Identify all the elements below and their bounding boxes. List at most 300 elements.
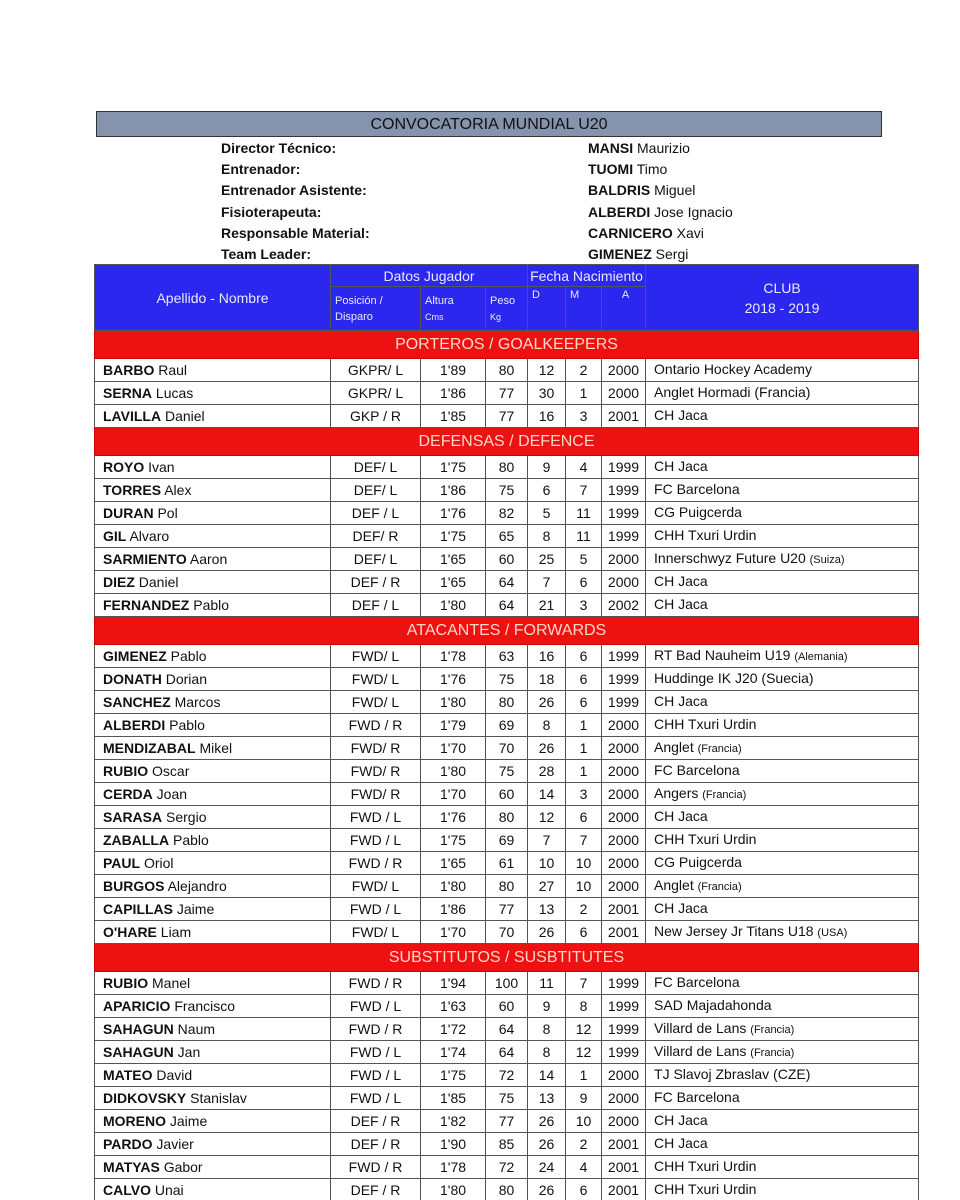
staff-surname: CARNICERO <box>588 224 673 241</box>
birth-month: 12 <box>566 1041 602 1064</box>
birth-day: 28 <box>528 760 566 783</box>
header-height <box>421 287 486 331</box>
player-first-name: Javier <box>156 1136 194 1152</box>
player-position: FWD / R <box>331 714 421 737</box>
birth-month: 6 <box>566 571 602 594</box>
player-club <box>646 359 919 382</box>
player-club <box>646 1064 919 1087</box>
player-height: 1'72 <box>421 1018 486 1041</box>
club-name: Angers <box>654 785 699 801</box>
club-name: CH Jaca <box>654 596 708 612</box>
player-first-name: Daniel <box>164 408 205 424</box>
header-season: 2018 - 2019 <box>744 299 820 316</box>
birth-year: 1999 <box>602 691 646 714</box>
header-year: A <box>602 287 646 331</box>
player-row <box>95 594 919 617</box>
player-weight: 75 <box>486 760 528 783</box>
player-name <box>95 594 331 617</box>
birth-month: 3 <box>566 594 602 617</box>
player-first-name: Daniel <box>138 574 179 590</box>
player-club <box>646 1018 919 1041</box>
player-name <box>95 571 331 594</box>
player-height: 1'75 <box>421 525 486 548</box>
birth-year: 2000 <box>602 1087 646 1110</box>
roster-body <box>95 331 919 1200</box>
staff-row <box>0 159 960 180</box>
player-row <box>95 645 919 668</box>
staff-role: Director Técnico: <box>221 140 337 156</box>
staff-row <box>0 244 960 265</box>
player-first-name: Naum <box>177 1021 216 1037</box>
player-height: 1'80 <box>421 1179 486 1200</box>
player-first-name: David <box>156 1067 193 1083</box>
player-position: FWD / R <box>331 852 421 875</box>
player-surname: TORRES <box>103 482 162 498</box>
player-name <box>95 1087 331 1110</box>
player-row <box>95 898 919 921</box>
player-position: DEF / L <box>331 502 421 525</box>
player-name <box>95 1110 331 1133</box>
player-position: DEF / R <box>331 1110 421 1133</box>
birth-month: 3 <box>566 405 602 428</box>
staff-row <box>0 202 960 223</box>
club-name: Anglet <box>654 739 694 755</box>
birth-month: 6 <box>566 668 602 691</box>
birth-month: 4 <box>566 456 602 479</box>
header-height-unit: Cms <box>425 311 444 322</box>
staff-role: Entrenador Asistente: <box>221 182 367 199</box>
player-name <box>95 382 331 405</box>
player-height: 1'76 <box>421 668 486 691</box>
player-club <box>646 921 919 944</box>
birth-year: 1999 <box>602 972 646 995</box>
player-weight: 80 <box>486 1179 528 1200</box>
club-name: CH Jaca <box>654 808 708 824</box>
birth-month: 6 <box>566 806 602 829</box>
birth-month: 6 <box>566 691 602 714</box>
section-row <box>95 331 919 359</box>
player-row <box>95 1041 919 1064</box>
player-club <box>646 714 919 737</box>
player-club <box>646 645 919 668</box>
player-surname: FERNANDEZ <box>103 597 190 613</box>
player-surname: CALVO <box>103 1182 151 1198</box>
birth-month: 10 <box>566 852 602 875</box>
player-name <box>95 502 331 525</box>
section-title: PORTEROS / GOALKEEPERS <box>95 331 919 359</box>
player-surname: MATYAS <box>103 1159 160 1175</box>
birth-month: 11 <box>566 502 602 525</box>
player-height: 1'65 <box>421 548 486 571</box>
birth-year: 2000 <box>602 737 646 760</box>
birth-month: 6 <box>566 1179 602 1200</box>
player-name <box>95 1064 331 1087</box>
player-name <box>95 806 331 829</box>
player-first-name: Liam <box>160 924 192 940</box>
player-weight: 64 <box>486 571 528 594</box>
player-surname: MORENO <box>103 1113 166 1129</box>
player-row <box>95 479 919 502</box>
player-weight: 80 <box>486 875 528 898</box>
player-weight: 61 <box>486 852 528 875</box>
birth-year: 2000 <box>602 548 646 571</box>
player-weight: 80 <box>486 456 528 479</box>
player-name <box>95 852 331 875</box>
player-surname: APARICIO <box>103 998 171 1014</box>
birth-day: 12 <box>528 359 566 382</box>
player-name <box>95 359 331 382</box>
player-height: 1'80 <box>421 691 486 714</box>
player-weight: 80 <box>486 806 528 829</box>
header-month: M <box>566 287 602 331</box>
staff-surname: BALDRIS <box>588 182 651 199</box>
player-position: DEF/ R <box>331 525 421 548</box>
staff-row <box>0 223 960 244</box>
club-name: Innerschwyz Future U20 <box>654 550 806 566</box>
player-height: 1'82 <box>421 1110 486 1133</box>
birth-year: 1999 <box>602 995 646 1018</box>
birth-day: 27 <box>528 875 566 898</box>
player-name <box>95 783 331 806</box>
player-position: FWD / L <box>331 1087 421 1110</box>
player-name <box>95 1018 331 1041</box>
player-first-name: Gabor <box>163 1159 203 1175</box>
player-first-name: Lucas <box>155 385 194 401</box>
player-position: FWD/ L <box>331 645 421 668</box>
player-height: 1'70 <box>421 783 486 806</box>
birth-month: 4 <box>566 1156 602 1179</box>
player-row <box>95 1087 919 1110</box>
player-row <box>95 668 919 691</box>
section-row <box>95 428 919 456</box>
player-row <box>95 502 919 525</box>
player-position: DEF/ L <box>331 548 421 571</box>
club-name: RT Bad Nauheim U19 <box>654 647 791 663</box>
club-name: FC Barcelona <box>654 762 740 778</box>
birth-year: 1999 <box>602 1018 646 1041</box>
player-height: 1'90 <box>421 1133 486 1156</box>
player-surname: ZABALLA <box>103 832 170 848</box>
staff-first-name: Xavi <box>676 224 704 241</box>
player-first-name: Mikel <box>199 740 233 756</box>
player-position: FWD / L <box>331 995 421 1018</box>
club-note: (Francia) <box>750 1024 795 1036</box>
club-name: CH Jaca <box>654 573 708 589</box>
birth-year: 2000 <box>602 829 646 852</box>
player-club <box>646 995 919 1018</box>
player-row <box>95 548 919 571</box>
player-club <box>646 502 919 525</box>
player-first-name: Jan <box>177 1044 201 1060</box>
club-note: (Francia) <box>702 789 747 801</box>
club-name: CHH Txuri Urdin <box>654 1158 757 1174</box>
birth-day: 8 <box>528 525 566 548</box>
club-name: Anglet Hormadi (Francia) <box>654 384 811 400</box>
staff-role: Fisioterapeuta: <box>221 203 322 220</box>
player-club <box>646 829 919 852</box>
birth-day: 10 <box>528 852 566 875</box>
player-position: DEF/ L <box>331 479 421 502</box>
birth-year: 2002 <box>602 594 646 617</box>
player-row <box>95 382 919 405</box>
player-club <box>646 806 919 829</box>
birth-year: 2000 <box>602 875 646 898</box>
player-club <box>646 691 919 714</box>
player-first-name: Pablo <box>173 832 209 848</box>
player-height: 1'80 <box>421 594 486 617</box>
birth-year: 2000 <box>602 760 646 783</box>
player-row <box>95 714 919 737</box>
club-name: FC Barcelona <box>654 1089 740 1105</box>
birth-month: 5 <box>566 548 602 571</box>
birth-year: 2000 <box>602 571 646 594</box>
birth-month: 8 <box>566 995 602 1018</box>
player-name <box>95 714 331 737</box>
staff-first-name: Maurizio <box>637 140 690 156</box>
club-name: CH Jaca <box>654 1135 708 1151</box>
player-height: 1'74 <box>421 1041 486 1064</box>
player-surname: SAHAGUN <box>103 1021 174 1037</box>
birth-day: 16 <box>528 645 566 668</box>
player-first-name: Marcos <box>174 694 221 710</box>
player-name <box>95 972 331 995</box>
player-row <box>95 921 919 944</box>
player-position: GKP / R <box>331 405 421 428</box>
birth-day: 24 <box>528 1156 566 1179</box>
player-surname: GIL <box>103 528 127 544</box>
document-title: CONVOCATORIA MUNDIAL U20 <box>96 111 882 137</box>
birth-year: 2001 <box>602 1179 646 1200</box>
club-name: SAD Majadahonda <box>654 997 772 1013</box>
staff-name <box>588 159 667 180</box>
player-height: 1'85 <box>421 405 486 428</box>
player-row <box>95 783 919 806</box>
player-first-name: Alvaro <box>129 528 170 544</box>
player-position: DEF / R <box>331 571 421 594</box>
birth-year: 1999 <box>602 668 646 691</box>
header-name: Apellido - Nombre <box>95 265 331 331</box>
player-surname: BURGOS <box>103 878 165 894</box>
club-name: Villard de Lans <box>654 1043 747 1059</box>
player-row <box>95 1018 919 1041</box>
player-club <box>646 1041 919 1064</box>
player-row <box>95 456 919 479</box>
player-surname: DURAN <box>103 505 154 521</box>
section-title: DEFENSAS / DEFENCE <box>95 428 919 456</box>
staff-name <box>588 244 688 265</box>
player-height: 1'65 <box>421 571 486 594</box>
player-name <box>95 1179 331 1200</box>
club-name: Anglet <box>654 877 694 893</box>
club-name: Huddinge IK J20 (Suecia) <box>654 670 814 686</box>
player-height: 1'76 <box>421 502 486 525</box>
birth-month: 1 <box>566 737 602 760</box>
birth-year: 1999 <box>602 502 646 525</box>
header-club-label: CLUB <box>763 279 801 296</box>
header-weight-unit: Kg <box>490 311 502 322</box>
player-surname: SERNA <box>103 385 153 401</box>
birth-month: 1 <box>566 714 602 737</box>
player-club <box>646 479 919 502</box>
player-name <box>95 405 331 428</box>
birth-year: 2001 <box>602 1133 646 1156</box>
birth-day: 8 <box>528 714 566 737</box>
club-note: (Alemania) <box>794 651 848 663</box>
player-row <box>95 1133 919 1156</box>
player-name <box>95 1133 331 1156</box>
birth-month: 2 <box>566 359 602 382</box>
birth-year: 2000 <box>602 1110 646 1133</box>
player-name <box>95 829 331 852</box>
club-name: Villard de Lans <box>654 1020 747 1036</box>
player-height: 1'86 <box>421 382 486 405</box>
birth-day: 26 <box>528 691 566 714</box>
player-first-name: Ivan <box>148 459 175 475</box>
birth-year: 1999 <box>602 1041 646 1064</box>
player-row <box>95 972 919 995</box>
player-club <box>646 456 919 479</box>
club-name: CHH Txuri Urdin <box>654 527 757 543</box>
player-position: FWD / R <box>331 1156 421 1179</box>
player-first-name: Jaime <box>169 1113 208 1129</box>
player-first-name: Unai <box>154 1182 184 1198</box>
player-surname: RUBIO <box>103 975 149 991</box>
player-first-name: Manel <box>152 975 191 991</box>
staff-role: Entrenador: <box>221 161 301 178</box>
player-name <box>95 548 331 571</box>
player-row <box>95 829 919 852</box>
staff-name <box>588 138 690 159</box>
player-first-name: Oriol <box>143 855 174 871</box>
player-surname: O'HARE <box>103 924 157 940</box>
club-note: (Francia) <box>697 881 742 893</box>
player-position: GKPR/ L <box>331 359 421 382</box>
birth-month: 7 <box>566 829 602 852</box>
player-weight: 60 <box>486 548 528 571</box>
player-first-name: Alejandro <box>167 878 227 894</box>
staff-surname: TUOMI <box>588 161 634 178</box>
player-position: FWD / L <box>331 806 421 829</box>
player-club <box>646 594 919 617</box>
birth-year: 2000 <box>602 806 646 829</box>
player-name <box>95 760 331 783</box>
player-surname: ROYO <box>103 459 145 475</box>
player-surname: SAHAGUN <box>103 1044 174 1060</box>
player-name <box>95 456 331 479</box>
player-club <box>646 668 919 691</box>
player-club <box>646 737 919 760</box>
player-height: 1'78 <box>421 645 486 668</box>
player-surname: BARBO <box>103 362 155 378</box>
player-first-name: Raul <box>158 362 188 378</box>
birth-year: 2001 <box>602 405 646 428</box>
club-name: CHH Txuri Urdin <box>654 1181 757 1197</box>
player-first-name: Aaron <box>189 551 228 567</box>
player-surname: SANCHEZ <box>103 694 171 710</box>
club-name: FC Barcelona <box>654 974 740 990</box>
birth-month: 2 <box>566 898 602 921</box>
club-name: CH Jaca <box>654 407 708 423</box>
player-surname: MATEO <box>103 1067 153 1083</box>
player-height: 1'89 <box>421 359 486 382</box>
player-first-name: Joan <box>156 786 188 802</box>
player-weight: 69 <box>486 714 528 737</box>
player-first-name: Francisco <box>174 998 235 1014</box>
header-birth-date: Fecha Nacimiento <box>528 265 646 287</box>
player-club <box>646 760 919 783</box>
player-club <box>646 1087 919 1110</box>
roster-table <box>94 264 919 1200</box>
section-title: SUBSTITUTOS / SUSBTITUTES <box>95 944 919 972</box>
player-weight: 77 <box>486 382 528 405</box>
birth-day: 13 <box>528 898 566 921</box>
player-surname: CERDA <box>103 786 153 802</box>
player-height: 1'86 <box>421 898 486 921</box>
player-name <box>95 737 331 760</box>
player-weight: 63 <box>486 645 528 668</box>
player-weight: 65 <box>486 525 528 548</box>
player-club <box>646 852 919 875</box>
birth-day: 25 <box>528 548 566 571</box>
player-row <box>95 806 919 829</box>
player-row <box>95 525 919 548</box>
club-name: New Jersey Jr Titans U18 <box>654 923 814 939</box>
player-position: FWD/ R <box>331 783 421 806</box>
club-name: FC Barcelona <box>654 481 740 497</box>
player-position: DEF / L <box>331 594 421 617</box>
birth-year: 2001 <box>602 898 646 921</box>
player-position: FWD/ L <box>331 691 421 714</box>
player-height: 1'86 <box>421 479 486 502</box>
player-first-name: Pol <box>157 505 178 521</box>
birth-day: 9 <box>528 456 566 479</box>
player-height: 1'80 <box>421 760 486 783</box>
player-weight: 69 <box>486 829 528 852</box>
player-weight: 77 <box>486 898 528 921</box>
player-club <box>646 972 919 995</box>
birth-year: 2000 <box>602 714 646 737</box>
club-name: CG Puigcerda <box>654 504 742 520</box>
player-weight: 77 <box>486 405 528 428</box>
birth-month: 11 <box>566 525 602 548</box>
staff-role: Responsable Material: <box>221 224 370 241</box>
birth-year: 1999 <box>602 525 646 548</box>
player-height: 1'70 <box>421 737 486 760</box>
header-position-label: Posición / <box>335 294 383 307</box>
player-club <box>646 1156 919 1179</box>
birth-year: 2000 <box>602 1064 646 1087</box>
player-height: 1'75 <box>421 1064 486 1087</box>
birth-year: 1999 <box>602 479 646 502</box>
birth-day: 18 <box>528 668 566 691</box>
birth-day: 26 <box>528 1110 566 1133</box>
player-height: 1'70 <box>421 921 486 944</box>
header-day: D <box>528 287 566 331</box>
player-row <box>95 995 919 1018</box>
player-weight: 60 <box>486 995 528 1018</box>
birth-day: 9 <box>528 995 566 1018</box>
birth-year: 1999 <box>602 645 646 668</box>
player-club <box>646 405 919 428</box>
player-club <box>646 571 919 594</box>
player-first-name: Stanislav <box>190 1090 247 1106</box>
birth-month: 10 <box>566 1110 602 1133</box>
player-row <box>95 1110 919 1133</box>
player-weight: 72 <box>486 1064 528 1087</box>
player-position: FWD / L <box>331 1041 421 1064</box>
player-weight: 100 <box>486 972 528 995</box>
player-weight: 75 <box>486 668 528 691</box>
